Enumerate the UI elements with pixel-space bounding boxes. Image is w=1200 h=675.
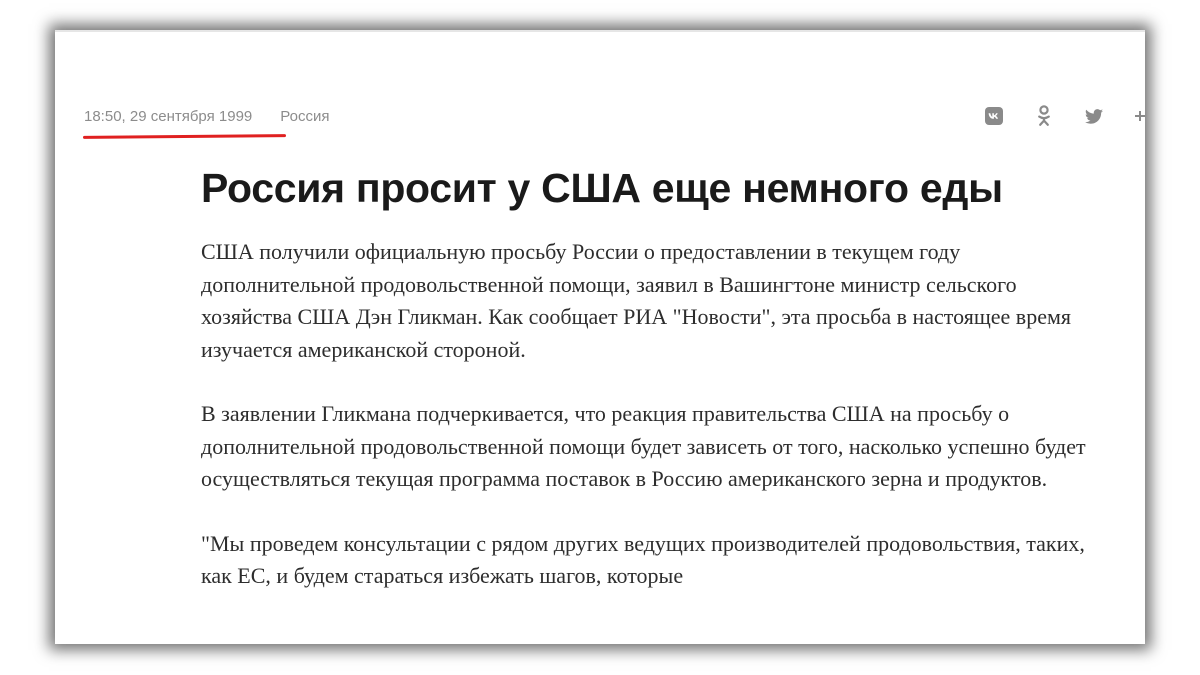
publish-timestamp: 18:50, 29 сентября 1999 (84, 107, 253, 125)
article-paragraph-3: "Мы проведем консультации с рядом других ведущих производителей продовольствия, таких, как ЕС, и будем стараться избежать шагов, которые (201, 530, 1085, 588)
rubric-link[interactable]: Россия (280, 107, 330, 125)
article-page (55, 30, 1145, 644)
twitter-icon (1085, 109, 1103, 124)
article-paragraph-2: В заявлении Гликмана подчеркивается, что реакция правительства США на просьбу о дополнительной продовольственной помощи будет зависеть от того, насколько успешно будет осуществляться текущая программа поставок в Россию американского зерна и продуктов. (201, 401, 1086, 491)
odnoklassniki-share-button[interactable] (1035, 104, 1053, 128)
article-headline: Россия просит у США еще немного еды (201, 165, 1003, 211)
plus-icon (1135, 111, 1145, 121)
article-meta (84, 105, 329, 127)
vk-icon (985, 107, 1003, 125)
top-divider (55, 30, 1145, 32)
timestamp-highlight-underline (83, 134, 286, 139)
article-body (201, 160, 1101, 593)
odnoklassniki-icon (1037, 105, 1051, 127)
article-paragraph-1: США получили официальную просьбу России о предоставлении в текущем году дополнительной продовольственной помощи, заявил в Вашингтоне министр сельского хозяйства США Дэн Гликман. Как сообщает РИА "Новости", эта просьба в настоящее время изучается американской стороной. (201, 239, 1071, 362)
vk-share-button[interactable] (985, 104, 1003, 128)
twitter-share-button[interactable] (1085, 104, 1103, 128)
more-share-button[interactable] (1135, 104, 1145, 128)
share-bar (985, 104, 1145, 128)
